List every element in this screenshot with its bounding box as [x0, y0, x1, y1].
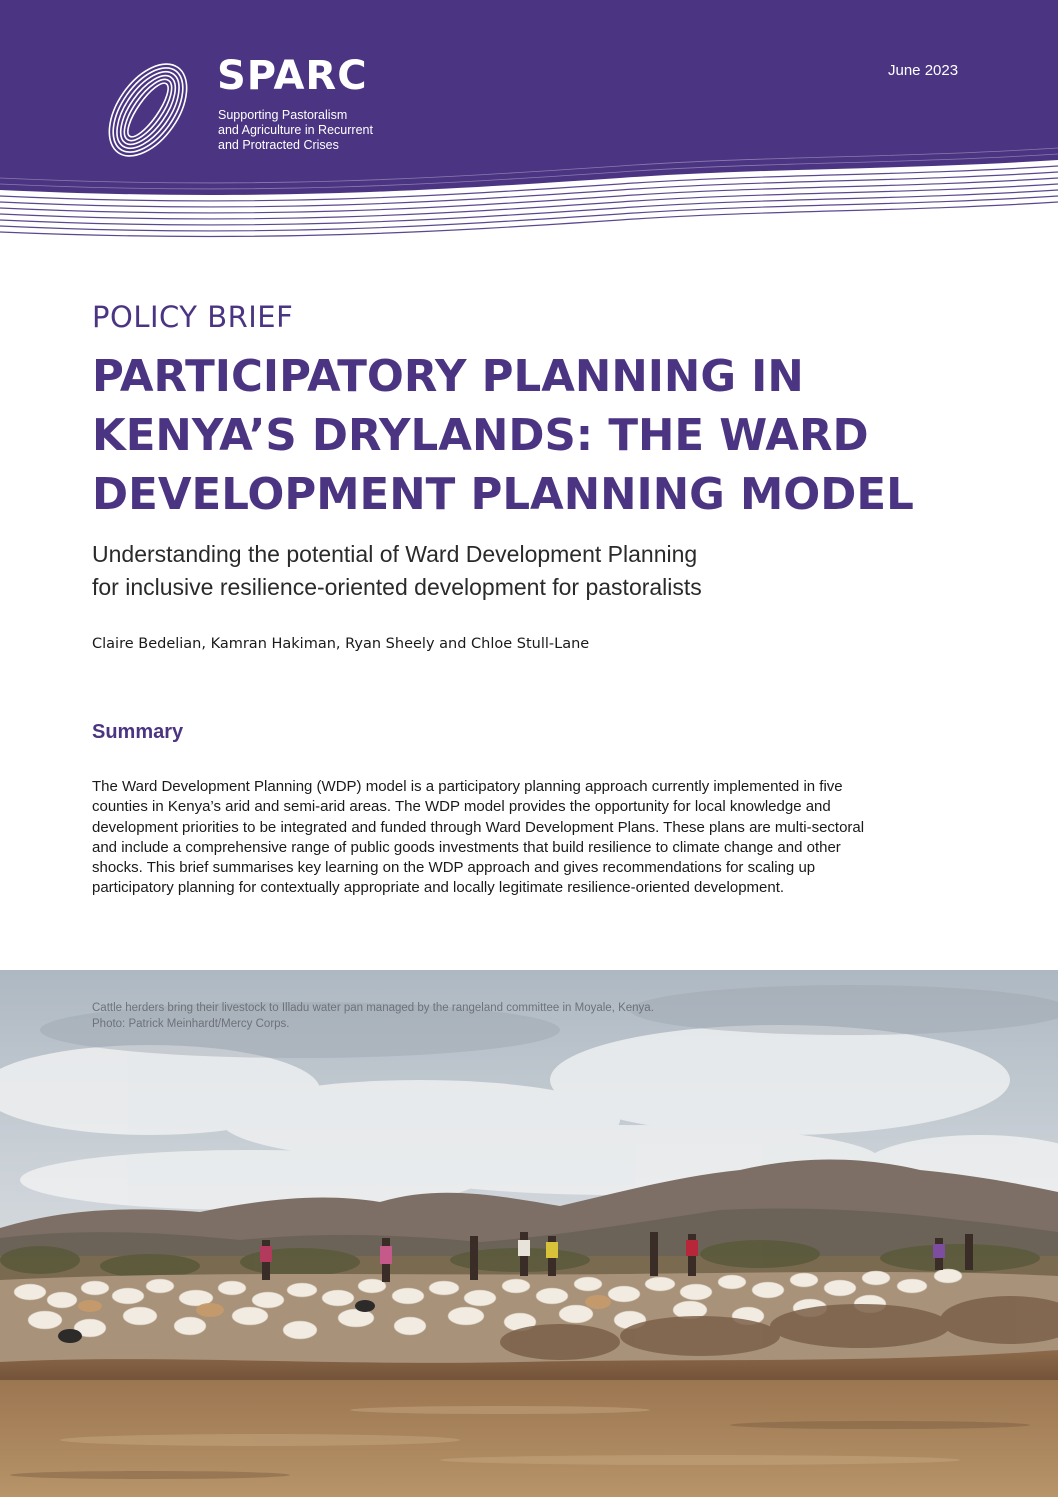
title-line: PARTICIPATORY PLANNING IN — [92, 352, 804, 402]
authors: Claire Bedelian, Kamran Hakiman, Ryan Sheely and Chloe Stull-Lane — [92, 636, 590, 652]
logo-tagline-line: and Agriculture in Recurrent — [218, 123, 373, 137]
logo-tagline-line: Supporting Pastoralism — [218, 108, 348, 122]
subtitle-line: for inclusive resilience-oriented development for pastoralists — [92, 574, 702, 600]
summary-line: participatory planning for contextually appropriate and locally legitimate resilience-oriented development. — [92, 879, 785, 897]
summary-line: counties in Kenya’s arid and semi-arid areas. The WDP model provides the opportunity for local knowledge and — [92, 798, 831, 816]
logo-tagline-line: and Protracted Crises — [218, 138, 339, 152]
summary-line: development priorities to be integrated and funded through Ward Development Plans. These plans are multi-sectoral — [92, 818, 865, 836]
document-subtitle — [92, 538, 972, 604]
summary-heading: Summary — [92, 721, 184, 743]
caption-line: Cattle herders bring their livestock to Illadu water pan managed by the rangeland committee in Moyale, Kenya. — [92, 1002, 654, 1014]
header-band — [0, 0, 1058, 245]
summary-line: shocks. This brief summarises key learning on the WDP approach and gives recommendations for scaling up — [92, 859, 816, 877]
cover-photo — [0, 970, 1058, 1497]
caption-line: Photo: Patrick Meinhardt/Mercy Corps. — [92, 1018, 290, 1030]
summary-line: The Ward Development Planning (WDP) model is a participatory planning approach currently implemented in five — [92, 778, 843, 795]
summary-body — [92, 777, 972, 899]
logo-name: SPARC — [217, 53, 368, 99]
title-line: KENYA’S DRYLANDS: THE WARD — [92, 411, 869, 461]
document-type: POLICY BRIEF — [92, 300, 294, 334]
photo-caption — [92, 1000, 792, 1032]
sparc-logo-icon — [80, 48, 215, 168]
publication-date: June 2023 — [888, 62, 959, 79]
logo-tagline — [218, 108, 438, 153]
title-line: DEVELOPMENT PLANNING MODEL — [92, 470, 914, 520]
cover-photo-illustration — [0, 970, 1058, 1497]
summary-line: and include a comprehensive range of public goods investments that build resilience to climate change and other — [92, 838, 841, 856]
subtitle-line: Understanding the potential of Ward Development Planning — [92, 541, 698, 567]
document-title — [92, 348, 972, 525]
